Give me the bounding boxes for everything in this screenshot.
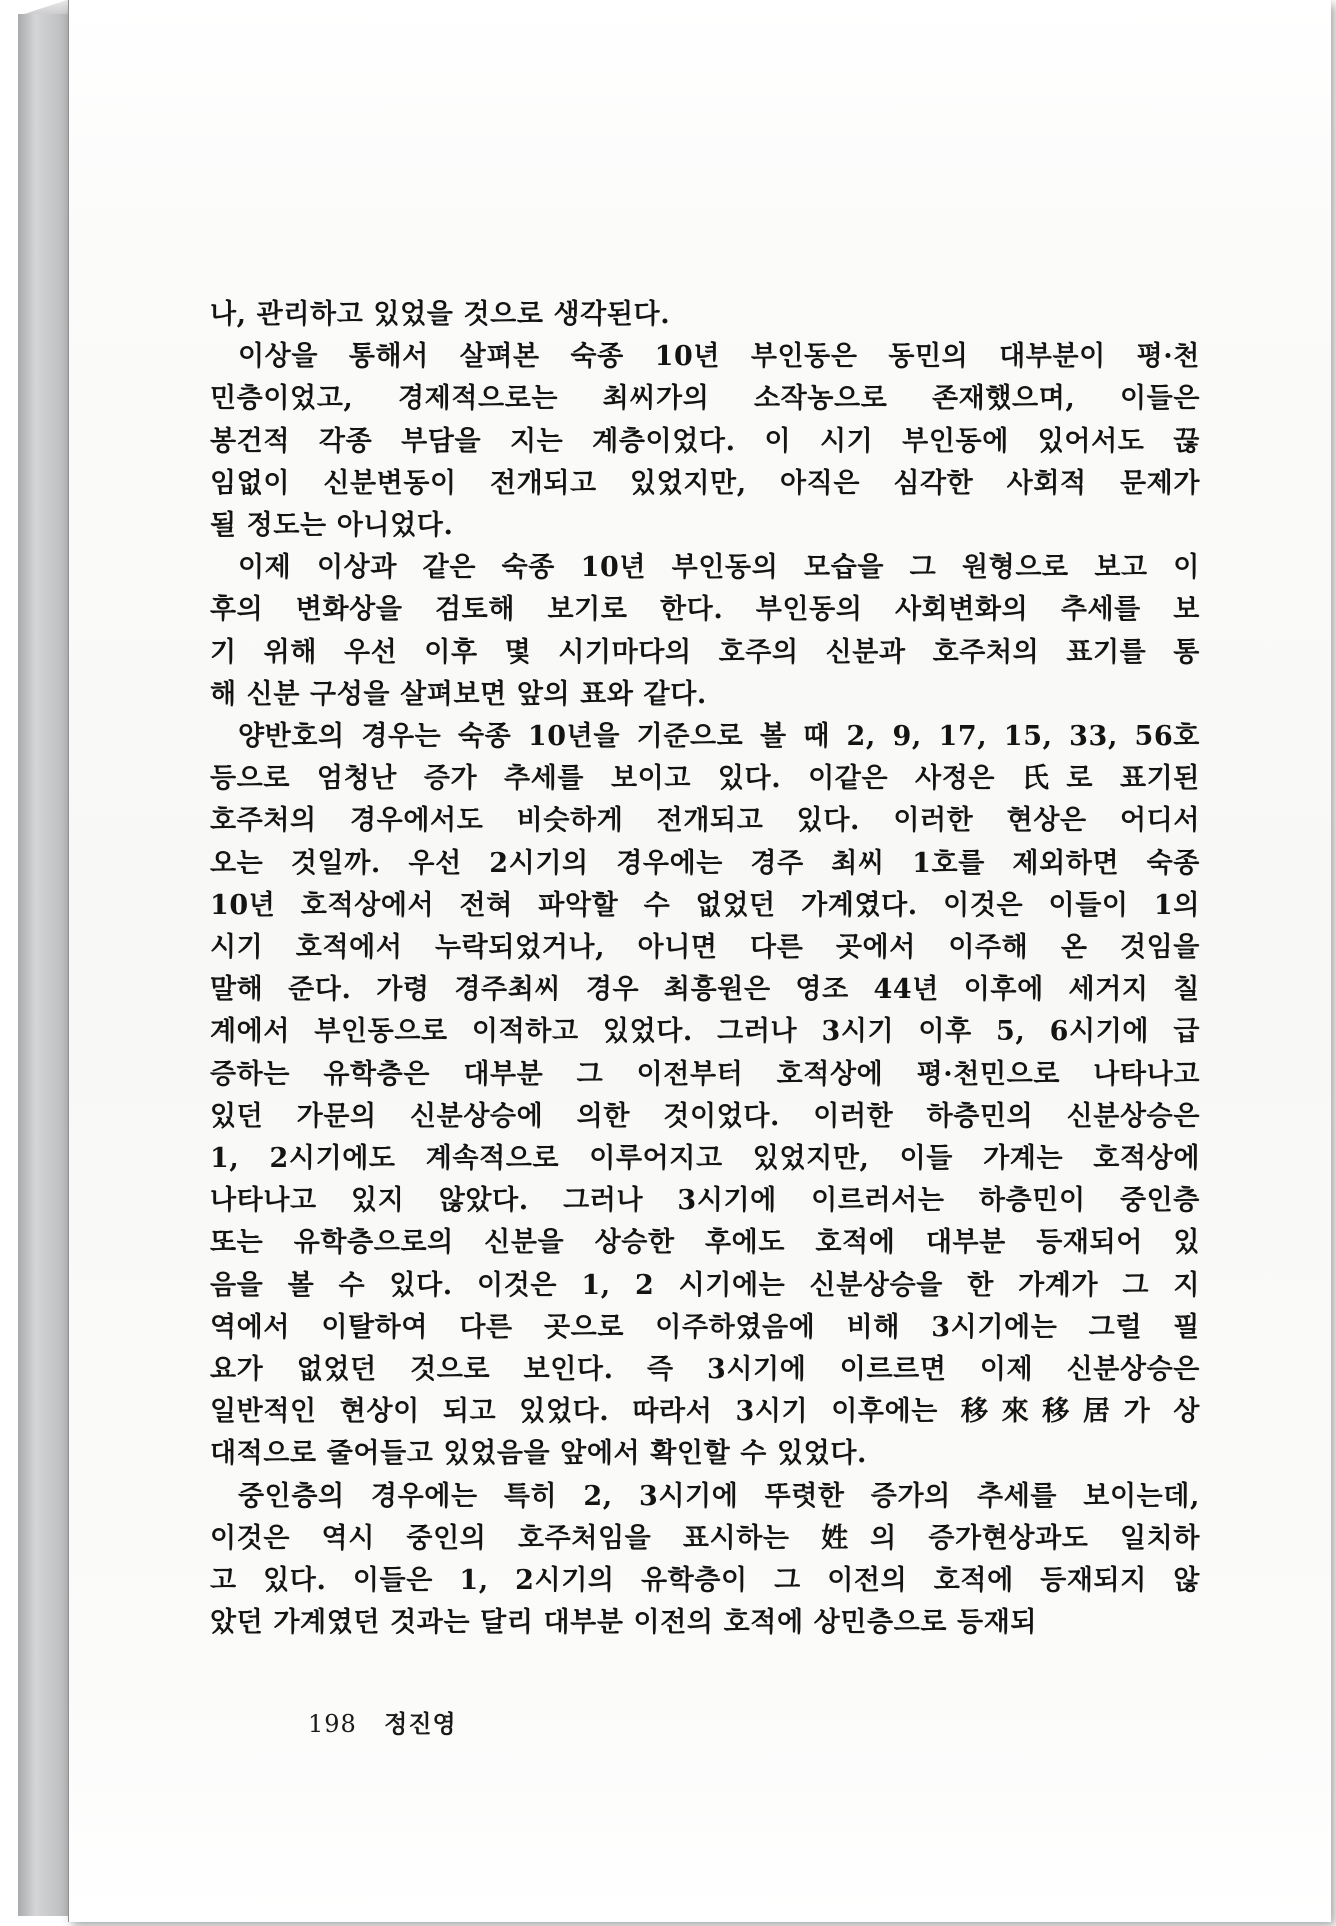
- paragraph: [210, 1476, 1200, 1645]
- text-line: 았던 가계였던 것과는 달리 대부분 이전의 호적에 상민층으로 등재되: [210, 1607, 1038, 1639]
- author-name: 정진영: [384, 1709, 457, 1738]
- text-line: 일반적인 현상이 되고 있었다. 따라서 3시기 이후에는 移來移居가 상: [210, 1396, 1200, 1428]
- text-line: 기 위해 우선 이후 몇 시기마다의 호주의 신분과 호주처의 표기를 통: [210, 636, 1200, 668]
- text-line: 고 있다. 이들은 1, 2시기의 유학층이 그 이전의 호적에 등재되지 않: [210, 1565, 1200, 1597]
- text-line: 이것은 역시 중인의 호주처임을 표시하는 姓의 증가현상과도 일치하: [210, 1522, 1200, 1554]
- text-line: 10년 호적상에서 전혀 파악할 수 없었던 가계였다. 이것은 이들이 1의: [210, 889, 1200, 921]
- text-line: 말해 준다. 가령 경주최씨 경우 최흥원은 영조 44년 이후에 세거지 칠: [210, 974, 1200, 1006]
- text-line: 나타나고 있지 않았다. 그러나 3시기에 이르러서는 하층민이 중인층: [210, 1185, 1200, 1217]
- text-line: 해 신분 구성을 살펴보면 앞의 표와 같다.: [210, 678, 707, 710]
- text-line: 1, 2시기에도 계속적으로 이루어지고 있었지만, 이들 가계는 호적상에: [210, 1143, 1200, 1175]
- text-line: 있던 가문의 신분상승에 의한 것이었다. 이러한 하층민의 신분상승은: [210, 1100, 1200, 1132]
- text-line: 양반호의 경우는 숙종 10년을 기준으로 볼 때 2, 9, 17, 15, 33, 56호: [238, 721, 1200, 753]
- text-line: 또는 유학층으로의 신분을 상승한 후에도 호적에 대부분 등재되어 있: [210, 1227, 1200, 1259]
- text-line: 대적으로 줄어들고 있었음을 앞에서 확인할 수 있었다.: [210, 1438, 868, 1470]
- text-line: 이제 이상과 같은 숙종 10년 부인동의 모습을 그 원형으로 보고 이: [238, 552, 1200, 584]
- paragraph: [210, 547, 1200, 716]
- text-line: 될 정도는 아니었다.: [210, 510, 454, 542]
- text-line: 요가 없었던 것으로 보인다. 즉 3시기에 이르르면 이제 신분상승은: [210, 1354, 1200, 1386]
- text-line: 증하는 유학층은 대부분 그 이전부터 호적상에 평·천민으로 나타나고: [210, 1058, 1200, 1090]
- text-line: 호주처의 경우에서도 비슷하게 전개되고 있다. 이러한 현상은 어디서: [210, 805, 1200, 837]
- text-line: 등으로 엄청난 증가 추세를 보이고 있다. 이같은 사정은 氏로 표기된: [210, 763, 1200, 795]
- paragraph: [210, 716, 1200, 1476]
- text-line: 이상을 통해서 살펴본 숙종 10년 부인동은 동민의 대부분이 평·천: [238, 341, 1200, 373]
- paragraph: [210, 294, 1200, 336]
- text-line: 음을 볼 수 있다. 이것은 1, 2 시기에는 신분상승을 한 가계가 그 지: [210, 1269, 1200, 1301]
- text-line: 오는 것일까. 우선 2시기의 경우에는 경주 최씨 1호를 제외하면 숙종: [210, 847, 1200, 879]
- text-line: 민층이었고, 경제적으로는 최씨가의 소작농으로 존재했으며, 이들은: [210, 383, 1200, 415]
- text-line: 역에서 이탈하여 다른 곳으로 이주하였음에 비해 3시기에는 그럴 필: [210, 1311, 1200, 1343]
- text-line: 시기 호적에서 누락되었거나, 아니면 다른 곳에서 이주해 온 것임을: [210, 932, 1200, 964]
- text-line: 봉건적 각종 부담을 지는 계층이었다. 이 시기 부인동에 있어서도 끊: [210, 425, 1200, 457]
- text-line: 후의 변화상을 검토해 보기로 한다. 부인동의 사회변화의 추세를 보: [210, 594, 1200, 626]
- book-spine: [18, 14, 70, 1916]
- body-text: [210, 294, 1200, 1645]
- paragraph: [210, 336, 1200, 547]
- text-line: 임없이 신분변동이 전개되고 있었지만, 아직은 심각한 사회적 문제가: [210, 467, 1200, 499]
- text-line: 계에서 부인동으로 이적하고 있었다. 그러나 3시기 이후 5, 6시기에 급: [210, 1016, 1200, 1048]
- page-number: 198: [308, 1710, 357, 1738]
- text-line: 중인층의 경우에는 특히 2, 3시기에 뚜렷한 증가의 추세를 보이는데,: [238, 1480, 1200, 1512]
- page-footer: [308, 1704, 457, 1739]
- text-line: 나, 관리하고 있었을 것으로 생각된다.: [210, 299, 671, 330]
